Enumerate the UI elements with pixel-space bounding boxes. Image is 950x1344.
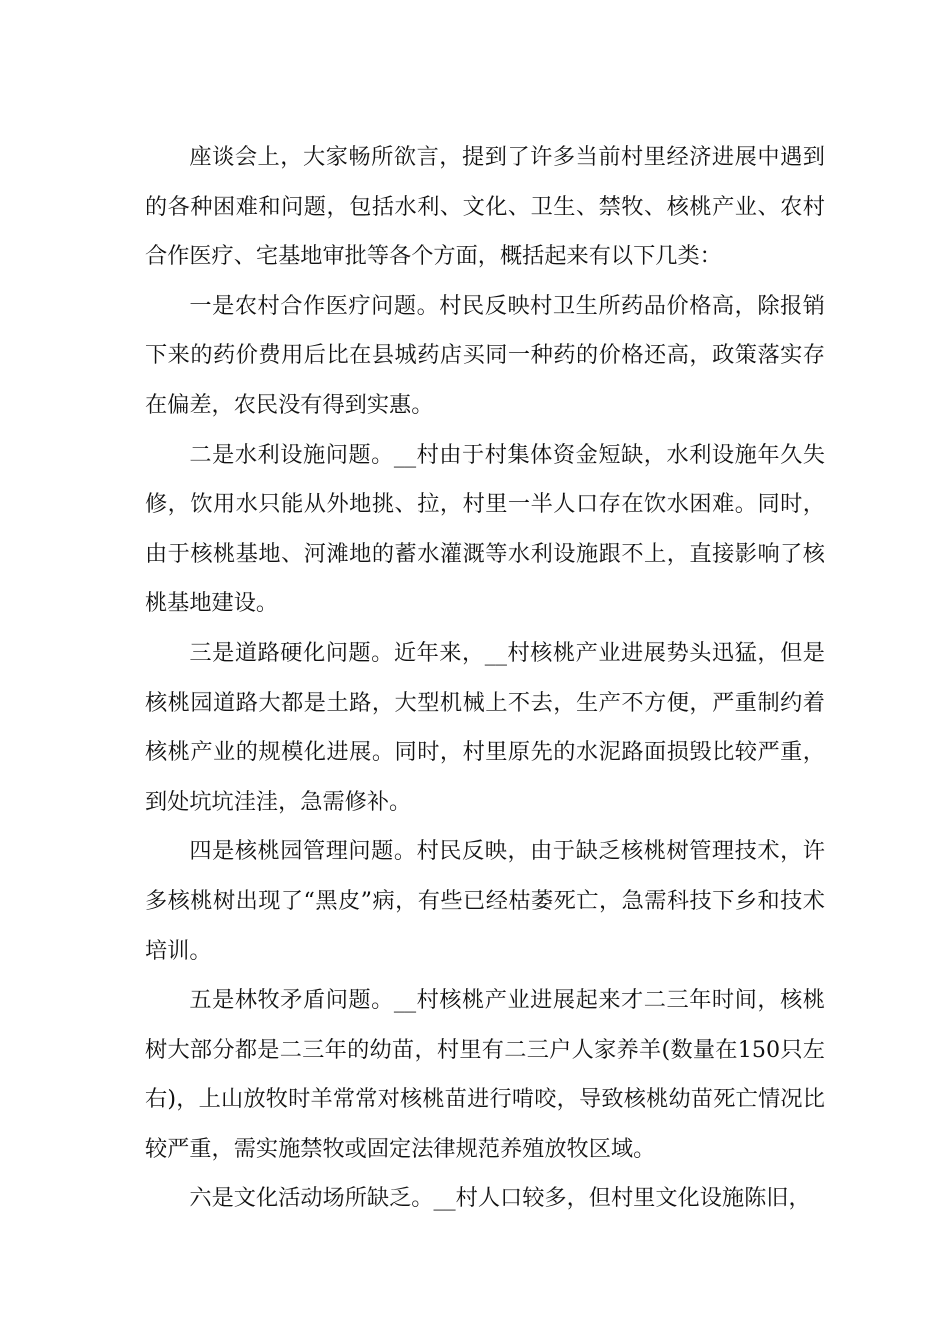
paragraph-medical: 一是农村合作医疗问题。村民反映村卫生所药品价格高，除报销下来的药价费用后比在县城药店买同一种药的价格还高，政策落实存在偏差，农民没有得到实惠。: [145, 292, 825, 418]
paragraph-road: 三是道路硬化问题。近年来，__村核桃产业进展势头迅猛，但是核桃园道路大都是土路，大型机械上不去，生产不方便，严重制约着核桃产业的规模化进展。同时，村里原先的水泥路面损毁比较严重，到处坑坑洼洼，急需修补。: [145, 639, 825, 815]
paragraph-grazing: 五是林牧矛盾问题。__村核桃产业进展起来才二三年时间，核桃树大部分都是二三年的幼苗，村里有二三户人家养羊(数量在150只左右)，上山放牧时羊常常对核桃苗进行啃咬，导致核桃幼苗死亡情况比较严重，需实施禁牧或固定法律规范养殖放牧区域。: [145, 987, 825, 1162]
document-body: [145, 133, 825, 1224]
paragraph-water: 二是水利设施问题。__村由于村集体资金短缺，水利设施年久失修，饮用水只能从外地挑、拉，村里一半人口存在饮水困难。同时，由于核桃基地、河滩地的蓄水灌溉等水利设施跟不上，直接影响了核桃基地建设。: [145, 441, 825, 617]
paragraph-culture: 六是文化活动场所缺乏。__村人口较多，但村里文化设施陈旧，: [189, 1185, 811, 1212]
paragraph-intro: 座谈会上，大家畅所欲言，提到了许多当前村里经济进展中遇到的各种困难和问题，包括水利、文化、卫生、禁牧、核桃产业、农村合作医疗、宅基地审批等各个方面，概括起来有以下几类：: [145, 144, 825, 270]
paragraph-orchard: 四是核桃园管理问题。村民反映，由于缺乏核桃树管理技术，许多核桃树出现了“黑皮”病，有些已经枯萎死亡，急需科技下乡和技术培训。: [145, 838, 825, 964]
